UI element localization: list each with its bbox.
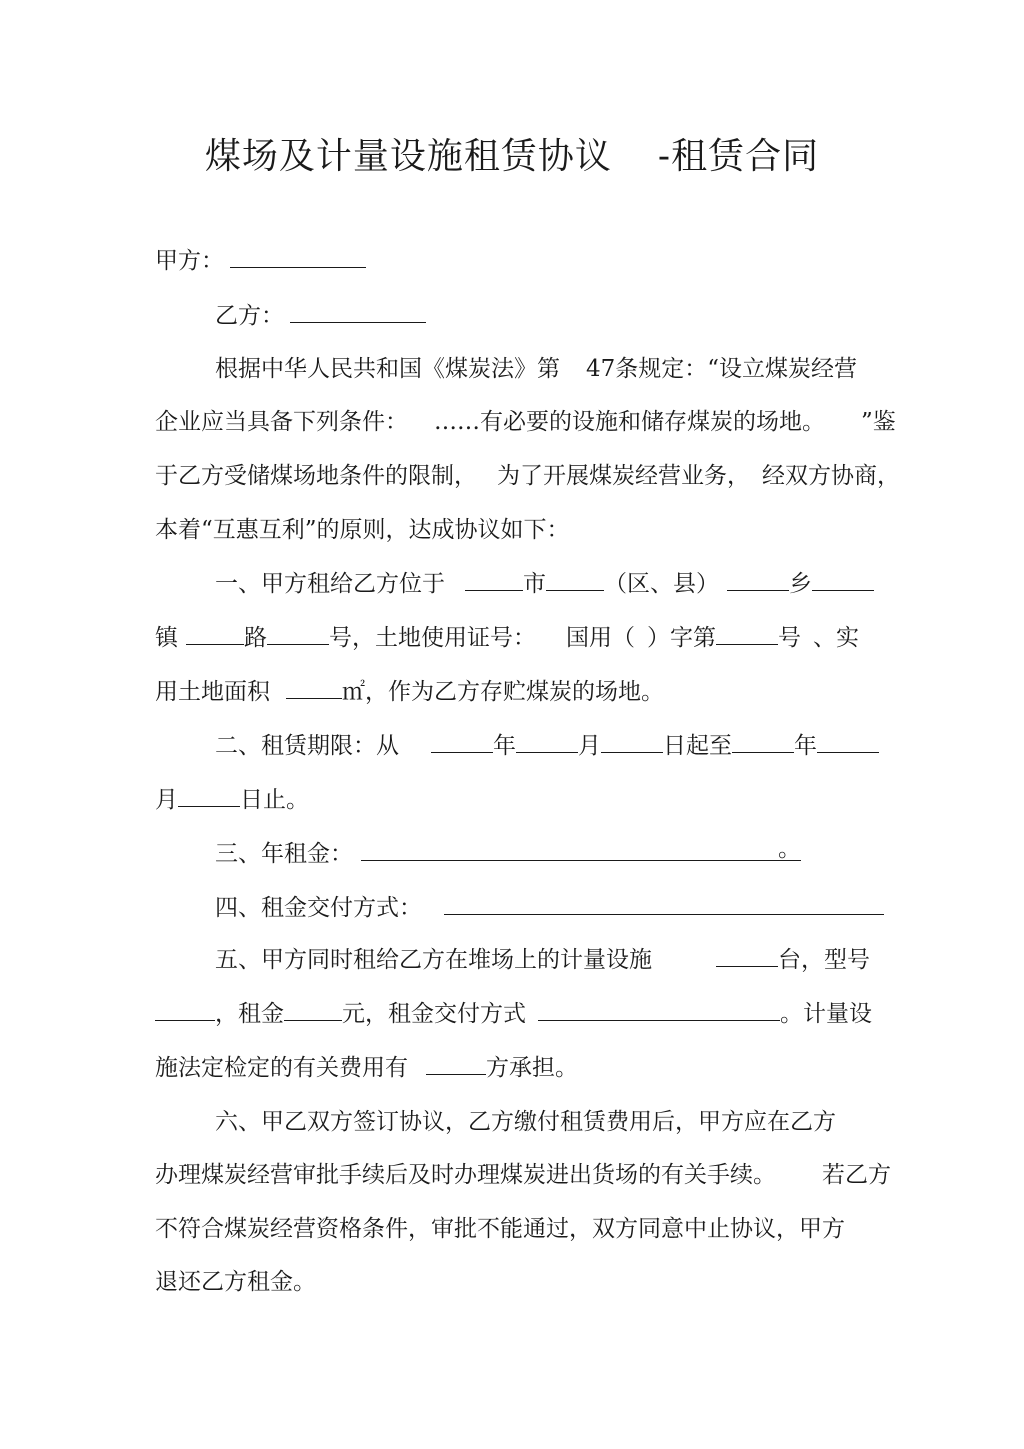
city-blank[interactable] — [465, 568, 523, 591]
number-blank[interactable] — [267, 622, 329, 645]
inspection-party-blank[interactable] — [426, 1052, 486, 1075]
party-a-line — [155, 245, 874, 277]
intro-text: 企业应当具备下列条件： — [155, 409, 408, 435]
clause-1-line-1 — [215, 568, 874, 600]
intro-text: ……有必要的设施和储存煤炭的场地。 — [434, 409, 825, 435]
intro-text: 本着“互惠互利”的原则，达成协议如下： — [155, 517, 570, 543]
clause-text: 年 — [794, 733, 817, 759]
district-blank[interactable] — [546, 568, 604, 591]
clause-5-line-1 — [215, 944, 874, 976]
clause-text: 六、甲乙双方签订协议，乙方缴付租赁费用后，甲方应在乙方 — [215, 1109, 836, 1135]
clause-6-line-1 — [215, 1106, 874, 1138]
clause-text: 五、甲方同时租给乙方在堆场上的计量设施 — [215, 947, 652, 973]
equipment-rent-blank[interactable] — [284, 998, 342, 1021]
clause-text: 不符合煤炭经营资格条件，审批不能通过，双方同意中止协议，甲方 — [155, 1216, 845, 1242]
clause-text: 办理煤炭经营审批手续后及时办理煤炭进出货场的有关手续。 — [155, 1162, 776, 1188]
town-blank[interactable] — [812, 568, 874, 591]
title-suffix: -租赁合同 — [657, 136, 820, 177]
clause-text: 。 — [778, 836, 801, 862]
clause-text: 元，租金交付方式 — [342, 1001, 526, 1027]
clause-6-line-2 — [155, 1159, 891, 1191]
clause-text: 乡 — [789, 571, 812, 597]
certificate-number-blank[interactable] — [716, 622, 778, 645]
intro-text: ”鉴 — [861, 409, 896, 435]
clause-text: 号，土地使用证号： — [329, 625, 536, 651]
clause-text: ㎡，作为乙方存贮煤炭的场地。 — [342, 679, 664, 705]
clause-5-line-3 — [155, 1052, 874, 1084]
area-blank[interactable] — [286, 676, 342, 699]
clause-text: ）字第 — [647, 625, 716, 651]
clause-1-line-2 — [155, 622, 874, 654]
clause-text: 国用（ — [566, 625, 635, 651]
clause-text: 台，型号 — [778, 947, 870, 973]
start-year-blank[interactable] — [431, 730, 493, 753]
model-blank[interactable] — [155, 998, 215, 1021]
clause-text: （区、县） — [604, 571, 719, 597]
clause-text: 若乙方 — [822, 1162, 891, 1188]
intro-text: 47条规定：“设立煤炭经营 — [586, 356, 858, 382]
road-blank[interactable] — [186, 622, 244, 645]
clause-text: 一、甲方租给乙方位于 — [215, 571, 445, 597]
clause-text: 二、租赁期限：从 — [215, 733, 399, 759]
end-year-blank[interactable] — [732, 730, 794, 753]
intro-line-1 — [215, 353, 874, 385]
clause-2-line-1 — [215, 730, 874, 762]
party-b-blank[interactable] — [290, 300, 426, 323]
document-title — [0, 128, 1024, 179]
party-b-line — [215, 300, 874, 332]
clause-3-line — [215, 838, 874, 870]
intro-line-4 — [155, 514, 874, 546]
clause-text: 日止。 — [240, 787, 309, 813]
start-month-blank[interactable] — [516, 730, 578, 753]
clause-text: 月 — [578, 733, 601, 759]
clause-5-line-2 — [155, 998, 874, 1030]
equipment-payment-blank[interactable] — [538, 998, 780, 1021]
intro-text: 为了开展煤炭经营业务， — [497, 463, 750, 489]
clause-text: 日起至 — [663, 733, 732, 759]
start-day-blank[interactable] — [601, 730, 663, 753]
party-a-label: 甲方： — [155, 248, 224, 274]
units-blank[interactable] — [716, 944, 778, 967]
clause-text: 四、租金交付方式： — [215, 895, 422, 921]
clause-1-line-3 — [155, 676, 874, 708]
payment-method-blank[interactable] — [444, 892, 884, 915]
township-blank[interactable] — [727, 568, 789, 591]
clause-text: 。计量设 — [780, 1001, 872, 1027]
intro-line-3 — [155, 460, 900, 492]
clause-text: 月 — [155, 787, 178, 813]
clause-4-line — [215, 892, 874, 924]
intro-text: 经双方协商， — [762, 463, 900, 489]
clause-6-line-4 — [155, 1266, 874, 1298]
party-b-label: 乙方： — [215, 303, 284, 329]
clause-text: 镇 — [155, 625, 178, 651]
end-day-blank[interactable] — [178, 784, 240, 807]
intro-line-2 — [155, 406, 896, 438]
title-main: 煤场及计量设施租赁协议 — [204, 136, 612, 177]
clause-text: 三、年租金： — [215, 841, 353, 867]
clause-text: ，租金 — [215, 1001, 284, 1027]
clause-text: 、实 — [813, 625, 859, 651]
clause-text: 号 — [778, 625, 801, 651]
intro-text: 根据中华人民共和国《煤炭法》第 — [215, 356, 560, 382]
clause-text: 施法定检定的有关费用有 — [155, 1055, 408, 1081]
clause-text: 退还乙方租金。 — [155, 1269, 316, 1295]
clause-text: 方承担。 — [486, 1055, 578, 1081]
intro-text: 于乙方受储煤场地条件的限制， — [155, 463, 477, 489]
clause-6-line-3 — [155, 1213, 874, 1245]
clause-text: 用土地面积 — [155, 679, 270, 705]
end-month-blank[interactable] — [817, 730, 879, 753]
annual-rent-blank[interactable] — [361, 838, 801, 861]
party-a-blank[interactable] — [230, 245, 366, 268]
clause-2-line-2 — [155, 784, 874, 816]
clause-text: 路 — [244, 625, 267, 651]
clause-text: 年 — [493, 733, 516, 759]
clause-text: 市 — [523, 571, 546, 597]
